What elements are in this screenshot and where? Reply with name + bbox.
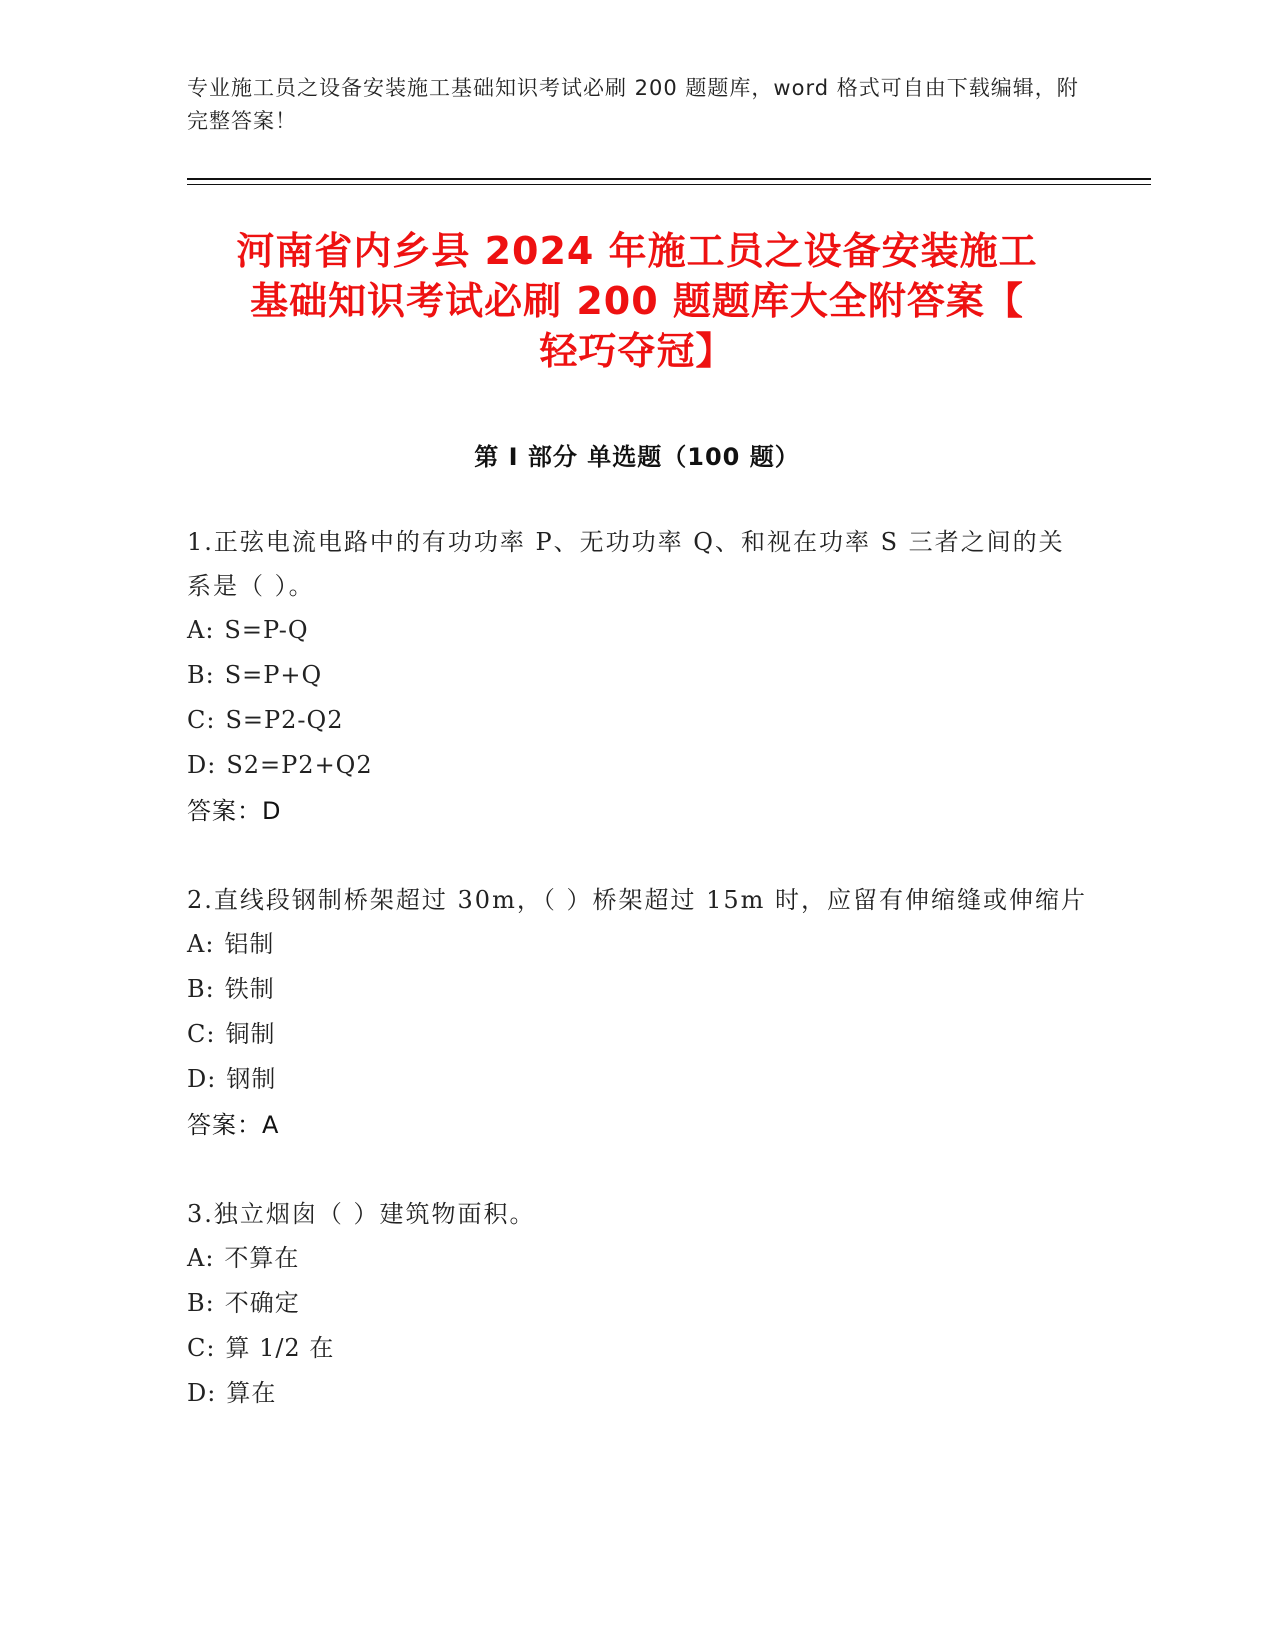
option-text: 算 1/2 在 xyxy=(225,1334,335,1362)
option-text: S=P-Q xyxy=(224,616,309,644)
question-3 xyxy=(187,1192,1087,1416)
option-letter: D: xyxy=(187,1065,217,1093)
question-stem: 3.独立烟囱（ ）建筑物面积。 xyxy=(187,1200,536,1228)
option-c xyxy=(187,698,1087,743)
question-stem: 1.正弦电流电路中的有功功率 P、无功功率 Q、和视在功率 S 三者之间的关系是（ ）。 xyxy=(187,528,1065,600)
option-text: S=P2-Q2 xyxy=(225,706,344,734)
option-text: 铝制 xyxy=(224,930,275,958)
option-letter: A: xyxy=(187,1244,215,1272)
question-2 xyxy=(187,878,1087,1148)
option-text: 铁制 xyxy=(224,975,275,1003)
option-letter: C: xyxy=(187,706,216,734)
title-line-2: 基础知识考试必刷 200 题题库大全附答案【 xyxy=(250,279,1024,323)
answer-line: 答案：D xyxy=(187,797,282,825)
option-a xyxy=(187,1236,1087,1281)
option-letter: A: xyxy=(187,930,215,958)
option-a xyxy=(187,608,1087,653)
option-c xyxy=(187,1326,1087,1371)
option-a xyxy=(187,922,1087,967)
title-line-1: 河南省内乡县 2024 年施工员之设备安装施工 xyxy=(236,229,1038,273)
option-b xyxy=(187,1281,1087,1326)
option-d xyxy=(187,743,1087,788)
option-c xyxy=(187,1012,1087,1057)
option-text: 算在 xyxy=(226,1379,277,1407)
option-d xyxy=(187,1057,1087,1102)
option-letter: D: xyxy=(187,1379,217,1407)
option-d xyxy=(187,1371,1087,1416)
option-letter: D: xyxy=(187,751,217,779)
question-list xyxy=(187,520,1087,1460)
option-letter: A: xyxy=(187,616,215,644)
option-b xyxy=(187,653,1087,698)
document-title xyxy=(187,226,1087,376)
option-letter: B: xyxy=(187,975,215,1003)
option-text: 不确定 xyxy=(224,1289,300,1317)
option-text: S2=P2+Q2 xyxy=(226,751,373,779)
question-1 xyxy=(187,520,1087,834)
option-letter: B: xyxy=(187,661,215,689)
option-text: S=P+Q xyxy=(224,661,323,689)
header-rule-thick xyxy=(187,178,1151,180)
title-line-3: 轻巧夺冠】 xyxy=(539,329,735,373)
option-b xyxy=(187,967,1087,1012)
header-note: 专业施工员之设备安装施工基础知识考试必刷 200 题题库，word 格式可自由下载编辑，附完整答案！ xyxy=(187,76,1079,133)
header-rule-thin xyxy=(187,184,1151,185)
option-letter: B: xyxy=(187,1289,215,1317)
option-text: 钢制 xyxy=(226,1065,277,1093)
option-letter: C: xyxy=(187,1020,216,1048)
answer-line: 答案：A xyxy=(187,1111,280,1139)
option-text: 不算在 xyxy=(224,1244,300,1272)
question-stem: 2.直线段钢制桥架超过 30m，（ ）桥架超过 15m 时，应留有伸缩缝或伸缩片 xyxy=(187,886,1088,914)
section-heading: 第 I 部分 单选题（100 题） xyxy=(474,443,800,471)
option-text: 铜制 xyxy=(225,1020,276,1048)
option-letter: C: xyxy=(187,1334,216,1362)
